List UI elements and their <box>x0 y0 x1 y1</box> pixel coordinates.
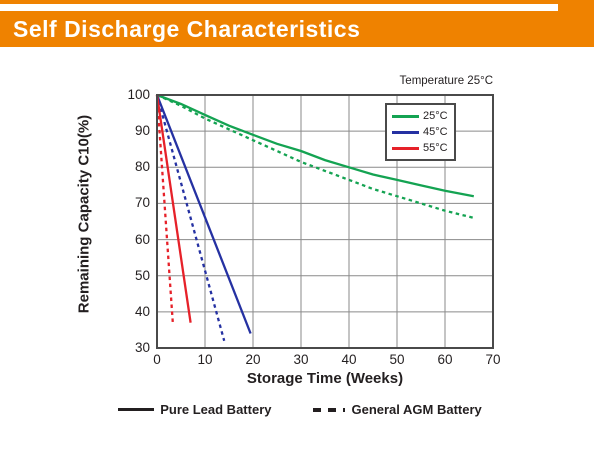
y-tick-label: 60 <box>134 232 150 247</box>
y-tick-label: 70 <box>134 195 150 210</box>
x-tick-label: 30 <box>293 352 309 367</box>
x-tick-label: 10 <box>197 352 213 367</box>
legend-label: General AGM Battery <box>351 402 482 417</box>
legend-label: Pure Lead Battery <box>160 402 272 417</box>
y-tick-label: 80 <box>134 159 150 174</box>
x-tick-label: 40 <box>341 352 357 367</box>
temperature-legend <box>385 103 456 161</box>
page-title: Self Discharge Characteristics <box>13 15 361 42</box>
series-line-55c-pure-lead <box>157 95 191 323</box>
blue-line-swatch <box>392 131 419 134</box>
x-tick-label: 70 <box>485 352 501 367</box>
x-tick-label: 20 <box>245 352 261 367</box>
y-tick-label: 40 <box>134 304 150 319</box>
y-tick-label: 100 <box>127 87 150 102</box>
y-tick-label: 90 <box>134 123 150 138</box>
y-tick-label: 30 <box>134 340 150 355</box>
legend-label: 25°C <box>423 110 448 122</box>
legend-label: 55°C <box>423 142 448 154</box>
temperature-note: Temperature 25°C <box>399 75 493 87</box>
x-tick-label: 0 <box>153 352 161 367</box>
red-line-swatch <box>392 147 419 150</box>
legend-label: 45°C <box>423 126 448 138</box>
y-axis-title: Remaining Capacity C10(%) <box>75 114 93 314</box>
legend-item-45c <box>392 126 449 138</box>
green-line-swatch <box>392 115 419 118</box>
series-line-45c-agm <box>157 95 224 341</box>
x-axis-title: Storage Time (Weeks) <box>246 370 404 387</box>
y-tick-label: 50 <box>134 268 150 283</box>
legend-item-25c <box>392 110 449 122</box>
x-tick-label: 60 <box>437 352 453 367</box>
x-tick-label: 50 <box>389 352 405 367</box>
legend-item-55c <box>392 142 449 154</box>
